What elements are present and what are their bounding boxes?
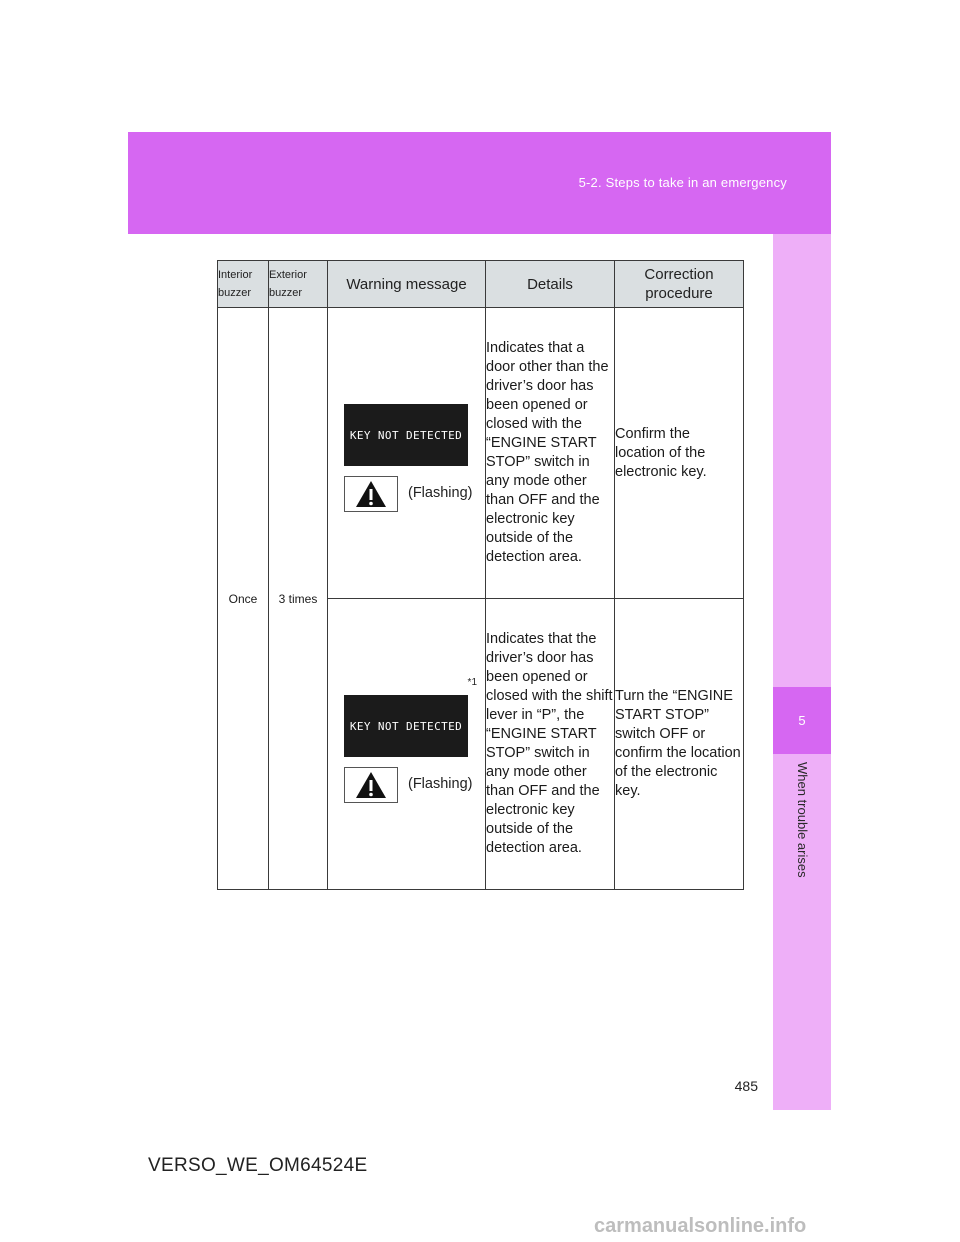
- document-code: VERSO_WE_OM64524E: [148, 1155, 368, 1176]
- correction-cell: Confirm the location of the electronic key.: [615, 308, 744, 599]
- header-correction: [615, 261, 744, 308]
- header-correction-line2: procedure: [645, 285, 713, 302]
- chapter-side-tab: [773, 234, 831, 1110]
- section-header-band: [128, 132, 831, 234]
- warning-message-cell: [328, 599, 486, 890]
- warning-triangle-icon: [344, 767, 398, 803]
- header-exterior-line2: buzzer: [269, 287, 303, 299]
- interior-buzzer-cell: Once: [218, 308, 269, 890]
- header-exterior-buzzer: [269, 261, 328, 308]
- details-cell: Indicates that the driver’s door has been opened or closed with the shift lever in “P”, the “ENGINE START STOP” switch in any mode other than OFF and the electronic key outside of the detection area.: [486, 599, 615, 890]
- chapter-title: When trouble arises: [795, 762, 810, 878]
- footer-watermark: carmanualsonline.info: [594, 1215, 807, 1237]
- footnote-marker: *1: [467, 677, 477, 688]
- exterior-buzzer-cell: 3 times: [269, 308, 328, 890]
- details-cell: Indicates that a door other than the driver’s door has been opened or closed with the “ENGINE START STOP” switch in any mode other than OFF and the electronic key outside of the detection area.: [486, 308, 615, 599]
- warning-message-cell: [328, 308, 486, 599]
- flashing-label: (Flashing): [408, 776, 473, 792]
- header-interior-line2: buzzer: [218, 287, 252, 299]
- header-details: Details: [486, 261, 615, 308]
- flashing-label: (Flashing): [408, 485, 473, 501]
- section-title: 5-2. Steps to take in an emergency: [578, 175, 787, 190]
- header-interior-buzzer: [218, 261, 269, 308]
- page-number: 485: [734, 1078, 758, 1094]
- correction-cell: Turn the “ENGINE START STOP” switch OFF or confirm the location of the electronic key.: [615, 599, 744, 890]
- table-header-row: [218, 261, 744, 308]
- chapter-number: 5: [773, 687, 831, 754]
- warning-table: [217, 260, 744, 890]
- header-interior-line1: Interior: [218, 269, 253, 281]
- table-row: [218, 308, 744, 599]
- header-exterior-line1: Exterior: [269, 269, 307, 281]
- header-warning-message: Warning message: [328, 261, 486, 308]
- header-correction-line1: Correction: [644, 266, 714, 283]
- multi-info-display: KEY NOT DETECTED: [344, 695, 468, 757]
- warning-triangle-icon: [344, 476, 398, 512]
- multi-info-display: KEY NOT DETECTED: [344, 404, 468, 466]
